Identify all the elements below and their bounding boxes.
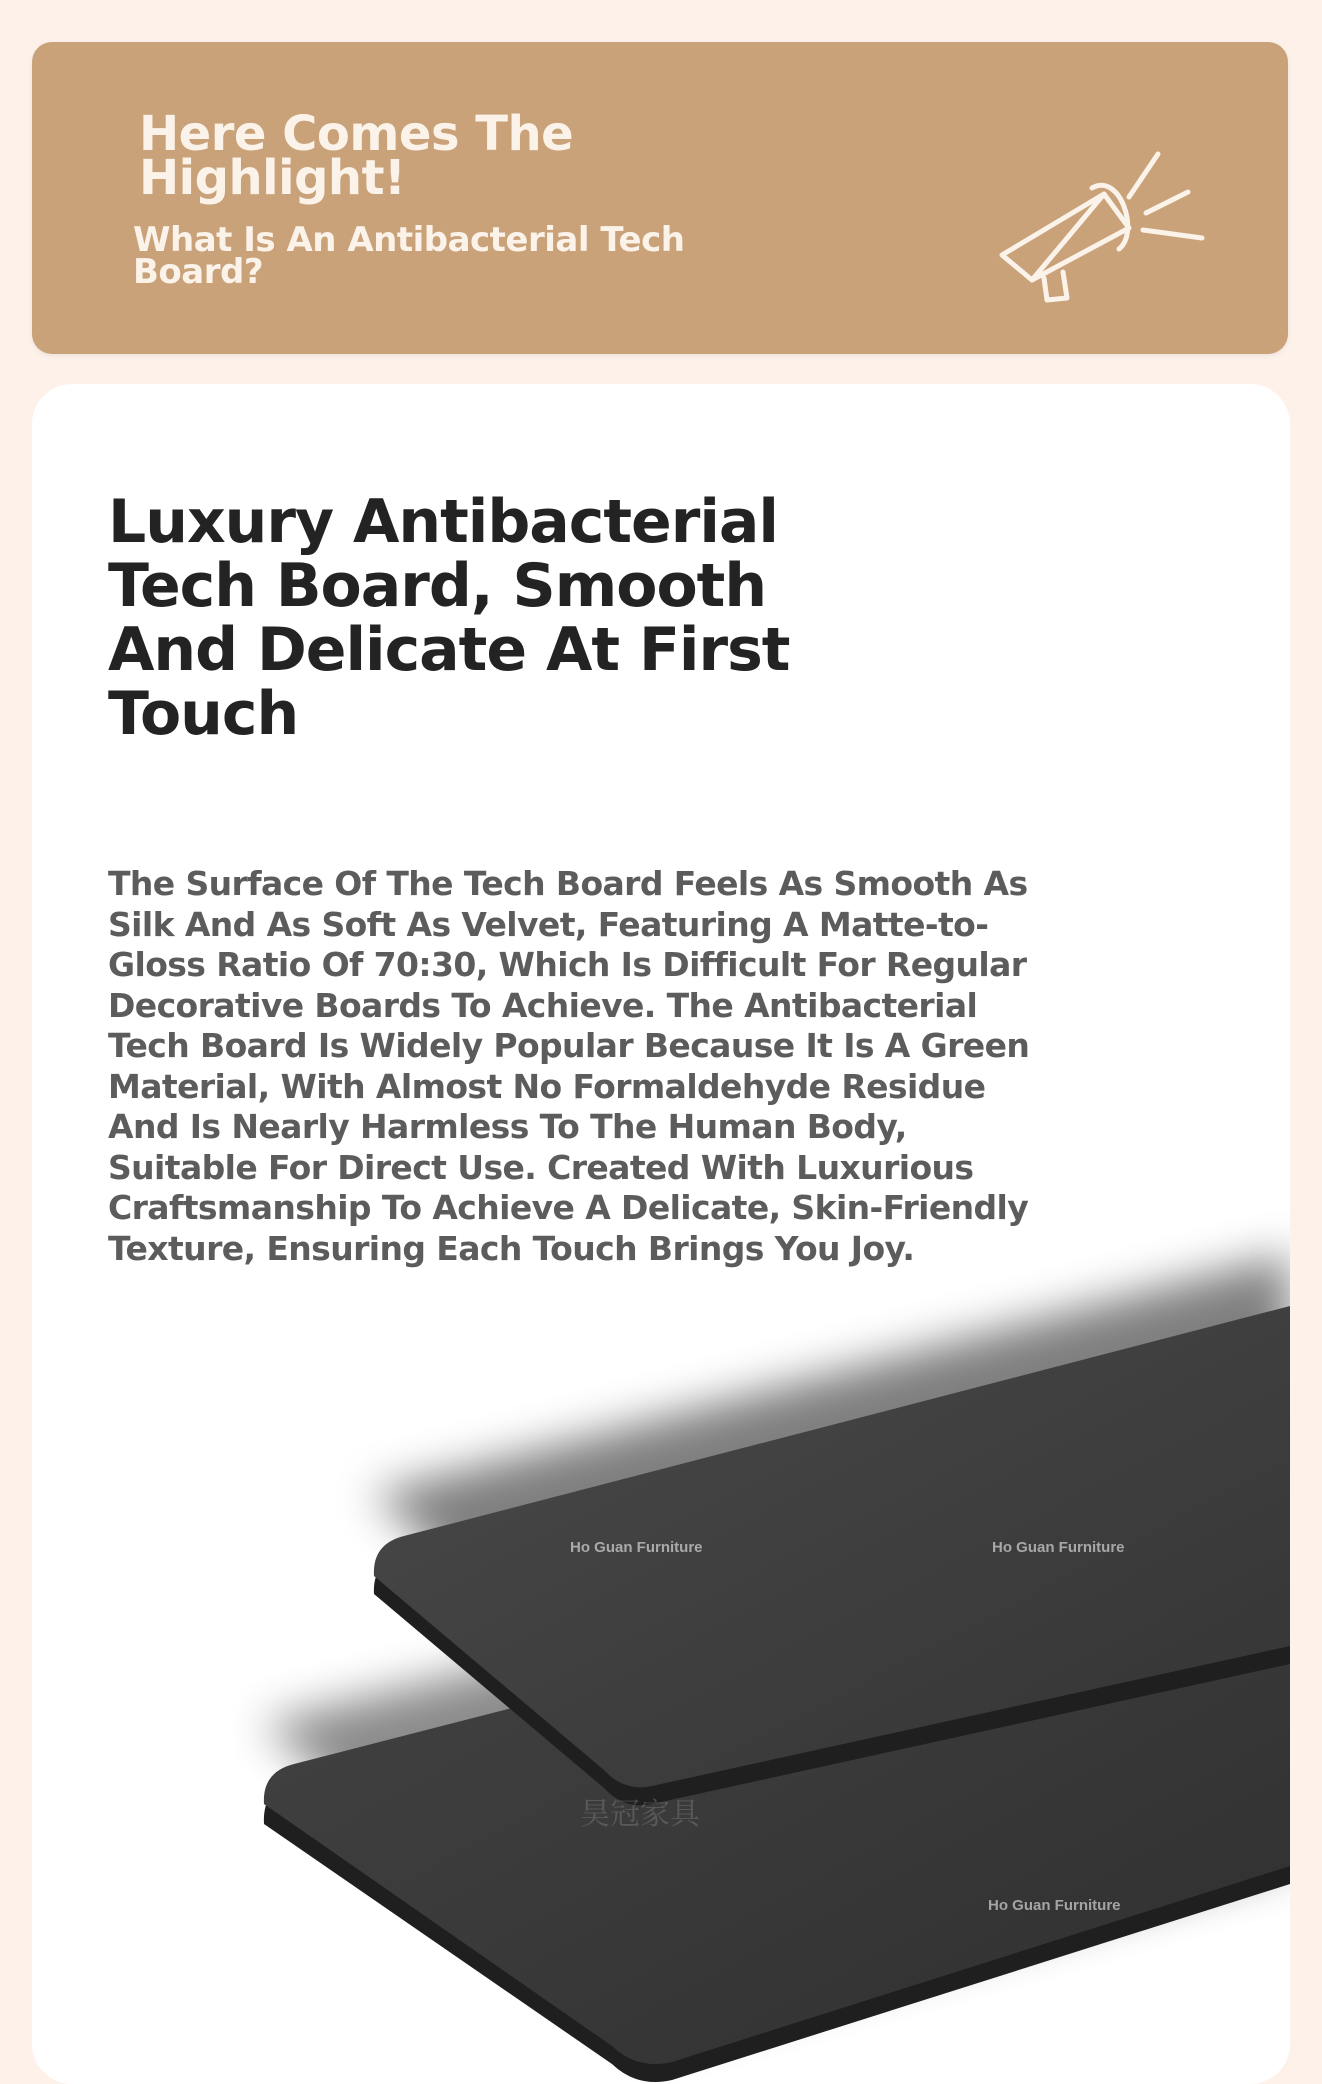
watermark-brand-cn: 昊冠家具 [580,1797,700,1832]
content-title: Luxury Antibacterial Tech Board, Smooth And Delicate At First Touch [108,487,790,749]
banner-title: Here Comes The Highlight! [139,106,574,206]
watermark-brand: Ho Guan Furniture [992,1539,1125,1556]
banner-subtitle: What Is An Antibacterial Tech Board? [133,220,685,292]
megaphone-icon [992,142,1232,342]
highlight-banner [32,42,1288,354]
tech-board-image [32,1164,1290,2084]
watermark-brand: Ho Guan Furniture [570,1539,703,1556]
watermark-brand: Ho Guan Furniture [988,1897,1121,1914]
content-card [32,384,1290,2084]
content-body: The Surface Of The Tech Board Feels As Smooth As Silk And As Soft As Velvet, Featuring A Matte-to-Gloss Ratio Of 70:30, Which Is Difficult For Regular Decorative Boards To Achieve. The Antibacterial Tech Board Is Widely Popular Because It Is A Green Material, With Almost No Formaldehyde Residue And Is Nearly Harmless To The Human Body, Suitable For Direct Use. Created With Luxurious Craftsmanship To Achieve A Delicate, Skin-Friendly Texture, Ensuring Each Touch Brings You Joy. [108,864,1030,1268]
